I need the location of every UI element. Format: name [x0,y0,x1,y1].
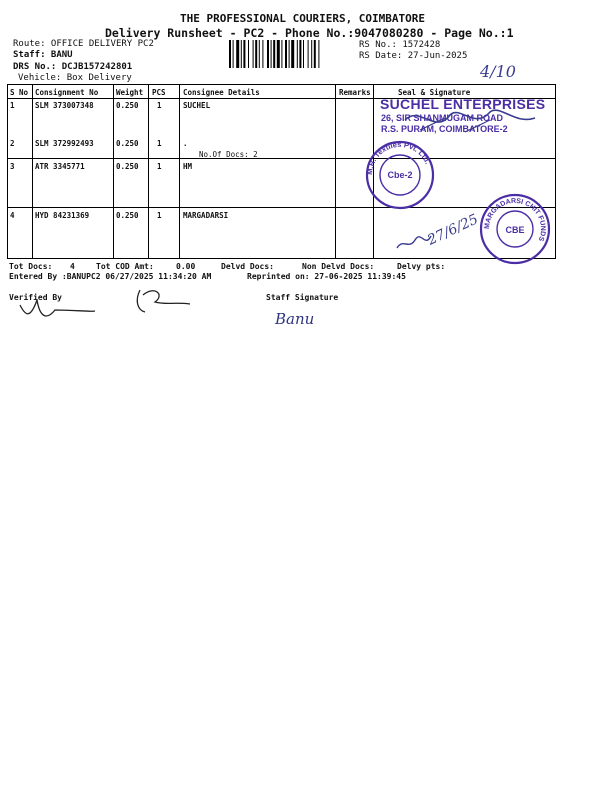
row-4-weight: 0.250 [116,211,139,220]
barcode-bar [285,40,287,68]
drs-number: DRS No.: DCJB157242801 [13,62,133,72]
header-pcs: PCS [152,88,166,97]
row-4-pcs: 1 [157,211,162,220]
total-cod-label: Tot COD Amt: [96,262,154,271]
barcode-bar [233,40,234,68]
row-1-consignment: SLM 373007348 [35,101,94,110]
row-1-weight: 0.250 [116,101,139,110]
barcode-bar [299,40,301,68]
barcode-bar [273,40,275,68]
header-remarks: Remarks [339,88,371,97]
barcode-bar [248,40,249,68]
row-3-weight: 0.250 [116,162,139,171]
staff-signature-label: Staff Signature [266,293,339,302]
col-line-7 [555,84,556,258]
header-seal-signature: Seal & Signature [398,88,471,97]
row-4-consignment: HYD 84231369 [35,211,90,220]
row-2-pcs: 1 [157,139,162,148]
barcode-bar [255,40,257,68]
row-1-pcs: 1 [157,101,162,110]
textile-stamp-ring-text: M.R. Textiles Pvt. Ltd. [364,140,433,176]
suchel-stamp-address-1: 26, SIR SHANMUGAM ROAD [381,113,504,123]
suchel-stamp-name: SUCHEL ENTERPRISES [380,96,546,112]
verified-by-label: Verified By [9,293,62,302]
textile-stamp-center: Cbe-2 [387,170,413,180]
header-sno: S No [10,88,29,97]
barcode-bar [291,40,294,68]
col-line-2 [113,84,114,258]
barcode-bar [262,40,263,68]
header-consignment: Consignment No [35,88,99,97]
margadarsi-stamp-center: CBE [505,225,525,235]
handwritten-count-note: 4/10 [480,62,516,81]
row-1-consignee: SUCHEL [183,101,211,110]
barcode-bar [236,40,239,68]
row-3-sno: 3 [10,162,15,171]
handwritten-date-note: 27/6/25 [425,211,481,249]
delivery-points-label: Delvy pts: [397,262,446,271]
runsheet-title: Delivery Runsheet - PC2 - Phone No.:9047080280 - Page No.:1 [105,26,514,40]
col-line-1 [32,84,33,258]
barcode-bar [308,40,309,68]
staff-label: Staff: BANU [13,50,73,60]
row-3-consignee: HM [183,162,193,171]
consignee-signatures [375,100,555,260]
col-line-3 [148,84,149,258]
barcode-bar [271,40,272,68]
total-docs-value: 4 [70,262,75,271]
row-3-consignment: ATR 3345771 [35,162,85,171]
delivered-docs-label: Delvd Docs: [221,262,274,271]
barcode-bar [303,40,304,68]
route-label: Route: OFFICE DELIVERY PC2 [13,39,154,49]
barcode-bar [259,40,260,68]
barcode-bar [289,40,290,68]
row-2-doc-count: No.Of Docs: 2 [199,150,258,159]
rs-number: RS No.: 1572428 [359,40,441,50]
row-4-sno: 4 [10,211,15,220]
entered-by: Entered By :BANUPC2 06/27/2025 11:34:20 AM [9,272,212,281]
barcode-bar [277,40,280,68]
col-line-5 [335,84,336,258]
barcode-bar [241,40,242,68]
header-weight: Weight [116,88,144,97]
row-2-sno: 2 [10,139,15,148]
barcode-bar [297,40,298,68]
total-docs-label: Tot Docs: [9,262,53,271]
table-top-border [7,84,556,85]
barcode-image [228,40,354,68]
barcode-bar [311,40,312,68]
reprinted-on: Reprinted on: 27-06-2025 11:39:45 [247,272,406,281]
barcode-bar [314,40,316,68]
barcode-bar [229,40,231,68]
barcode-bar [243,40,245,68]
verifier-signature [15,280,195,325]
rs-date: RS Date: 27-Jun-2025 [359,51,468,61]
barcode-bar [267,40,269,68]
vehicle-label: Vehicle: Box Delivery [18,73,132,83]
company-title: THE PROFESSIONAL COURIERS, COIMBATORE [180,12,426,25]
header-consignee: Consignee Details [183,88,260,97]
row-2-consignment: SLM 372992493 [35,139,94,148]
row-4-consignee: MARGADARSI [183,211,229,220]
col-line-4 [179,84,180,258]
staff-signature-handwriting: Banu [275,310,315,328]
row-3-pcs: 1 [157,162,162,171]
total-cod-value: 0.00 [176,262,196,271]
row-2-consignee: . [183,139,188,148]
margadarsi-stamp-ring-text: MARGADARSI CHIT FUNDS [483,197,547,242]
row-1-sno: 1 [10,101,15,110]
non-delivered-docs-label: Non Delvd Docs: [302,262,375,271]
barcode-bar [253,40,254,68]
suchel-stamp-address-2: R.S. PURAM, COIMBATORE-2 [381,124,508,134]
row-2-weight: 0.250 [116,139,139,148]
barcode-bar [281,40,282,68]
barcode-bar [318,40,319,68]
col-line-0 [7,84,8,258]
